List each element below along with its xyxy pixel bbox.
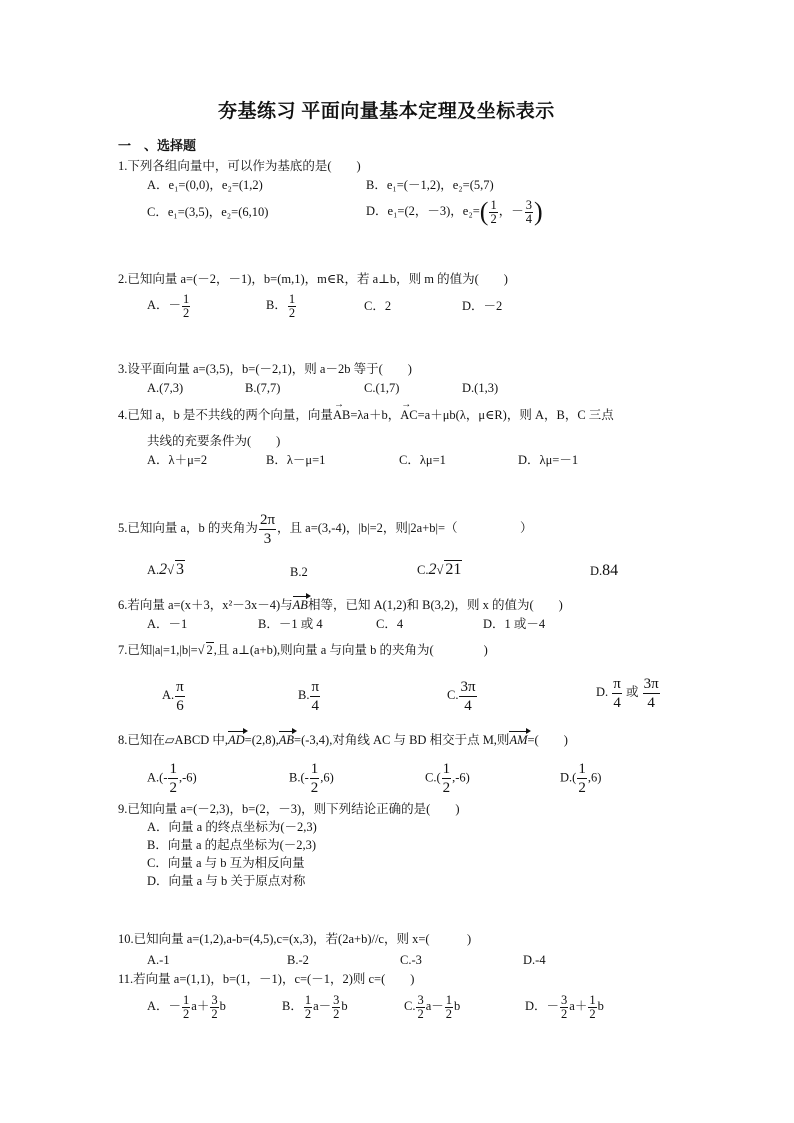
q2-option-a: A．－ $\frac{1}{2}$ xyxy=(147,291,190,320)
q11-option-c: C. $\frac{3}{2}$ a－ $\frac{1}{2}$ b xyxy=(404,992,461,1021)
q2-option-d: D．－2 xyxy=(462,299,503,313)
q8-option-d: D.( $\frac{1}{2}$ ,6) xyxy=(560,761,602,796)
q11-option-d: D．－ $\frac{3}{2}$ a＋ $\frac{1}{2}$ b xyxy=(525,992,604,1021)
q4-option-c: C．λμ=1 xyxy=(399,453,446,467)
q9-option-d: D．向量 a 与 b 关于原点对称 xyxy=(147,874,306,888)
q4-option-d: D．λμ=－1 xyxy=(518,453,579,467)
q2-option-c: C．2 xyxy=(364,299,392,313)
q5-option-a: A.2√ 3 xyxy=(147,561,185,578)
q9-option-a: A．向量 a 的终点坐标为(－2,3) xyxy=(147,820,317,834)
q7-option-c: C. $\frac{3\pi}{4}$ xyxy=(447,678,476,714)
q4-stem-line2: 共线的充要条件为( ) xyxy=(147,434,281,448)
q7-stem: 7.已知|a|=1,|b|=√ 2,且 a⊥(a+b),则向量 a 与向量 b 的夹角为( ) xyxy=(118,643,488,657)
q2-stem: 2.已知向量 a=(－2，－1)，b=(m,1)，m∈R，若 a⊥b，则 m 的值为( ) xyxy=(118,272,508,286)
q7-option-d: D. $\frac{\pi}{4}$ 或 $\frac{3\pi}{4}$ xyxy=(596,675,659,711)
q7-option-b: B. $\frac{\pi}{4}$ xyxy=(298,678,320,714)
q1-option-d: D．e₁=(2，－3)，e₂=( $\frac{1}{2}$ ，－ $\frac{3}{4}$ ) xyxy=(366,197,543,227)
q9-stem: 9.已知向量 a=(－2,3)，b=(2，－3)，则下列结论正确的是( ) xyxy=(118,802,460,816)
q3-option-a: A.(7,3) xyxy=(147,381,184,395)
q6-option-c: C．4 xyxy=(376,617,404,631)
q11-stem: 11.若向量 a=(1,1)，b=(1，－1)，c=(－1，2)则 c=( ) xyxy=(118,972,415,986)
q4-option-b: B．λ－μ=1 xyxy=(266,453,326,467)
q5-option-c: C.2√ 21 xyxy=(417,561,462,578)
q3-option-b: B.(7,7) xyxy=(245,381,281,395)
q5-option-b: B.2 xyxy=(290,565,308,579)
q11-option-a: A．－ $\frac{1}{2}$ a＋ $\frac{3}{2}$ b xyxy=(147,992,226,1021)
q8-stem: 8.已知在▱ABCD 中,AD=(2,8),AB=(-3,4),对角线 AC 与 BD 相交于点 M,则AM=( ) xyxy=(118,733,568,747)
q10-option-b: B.-2 xyxy=(287,953,309,967)
q6-option-a: A．－1 xyxy=(147,617,188,631)
q10-option-a: A.-1 xyxy=(147,953,170,967)
q5-stem: 5.已知向量 a，b 的夹角为 $\frac{2\pi}{3}$ ，且 a=(3,-4)，|b|=2，则|2a+b|=（ ） xyxy=(118,511,533,547)
q8-option-b: B.(- $\frac{1}{2}$ ,6) xyxy=(289,761,334,796)
q1-option-b: B．e₁=(－1,2)，e₂=(5,7) xyxy=(366,178,494,192)
q1-stem: 1.下列各组向量中，可以作为基底的是( ) xyxy=(118,159,361,173)
q3-option-c: C.(1,7) xyxy=(364,381,400,395)
q6-option-b: B．－1 或 4 xyxy=(258,617,323,631)
q6-stem: 6.若向量 a=(x＋3，x²－3x－4)与AB相等，已知 A(1,2)和 B(3,2)，则 x 的值为( ) xyxy=(118,598,563,612)
q10-option-d: D.-4 xyxy=(523,953,546,967)
q8-option-a: A.(- $\frac{1}{2}$ ,-6) xyxy=(147,761,197,796)
q1-option-c: C．e₁=(3,5)，e₂=(6,10) xyxy=(147,205,269,219)
q9-option-c: C．向量 a 与 b 互为相反向量 xyxy=(147,856,305,870)
q7-option-a: A. $\frac{\pi}{6}$ xyxy=(162,678,184,714)
q6-option-d: D．1 或－4 xyxy=(483,617,546,631)
q10-stem: 10.已知向量 a=(1,2),a-b=(4,5),c=(x,3)，若(2a+b)//c，则 x=( ) xyxy=(118,932,472,946)
q5-option-d: D.84 xyxy=(590,562,619,579)
q10-option-c: C.-3 xyxy=(400,953,422,967)
q9-option-b: B．向量 a 的起点坐标为(－2,3) xyxy=(147,838,317,852)
page-title: 夯基练习 平面向量基本定理及坐标表示 xyxy=(218,101,555,122)
q2-option-b: B． $\frac{1}{2}$ xyxy=(266,291,296,320)
q4-option-a: A．λ＋μ=2 xyxy=(147,453,208,467)
section-heading: 一 、选择题 xyxy=(118,138,197,153)
q4-stem: 4.已知 a，b 是不共线的两个向量，向量AB →=λa＋b，AC →=a＋μb(λ，μ∈R)，则 A，B，C 三点 xyxy=(118,407,614,423)
q1-option-a: A．e₁=(0,0)，e₂=(1,2) xyxy=(147,178,263,192)
q3-option-d: D.(1,3) xyxy=(462,381,499,395)
q8-option-c: C.( $\frac{1}{2}$ ,-6) xyxy=(425,761,470,796)
q11-option-b: B． $\frac{1}{2}$ a－ $\frac{3}{2}$ b xyxy=(282,992,348,1021)
q3-stem: 3.设平面向量 a=(3,5)，b=(－2,1)，则 a－2b 等于( ) xyxy=(118,362,412,376)
